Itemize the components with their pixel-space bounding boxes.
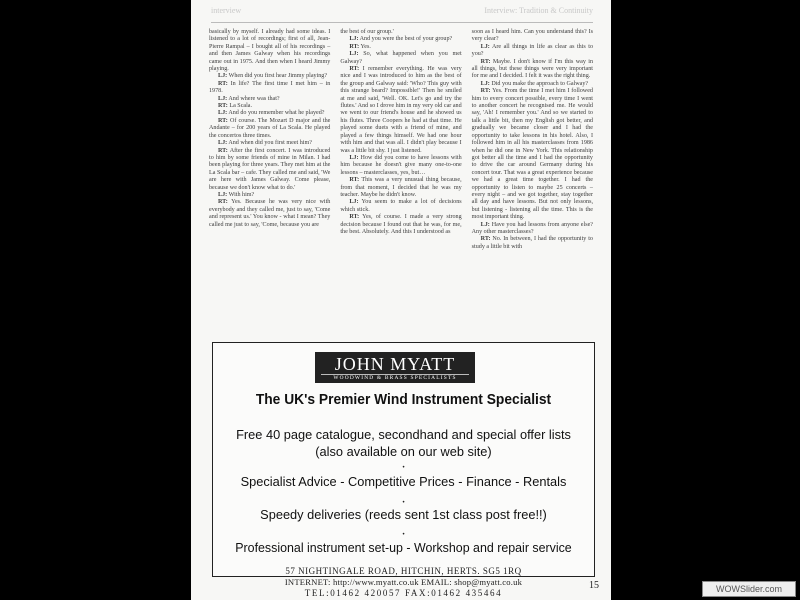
- paragraph-text: soon as I heard him. Can you understand this? Is very clear?: [471, 29, 593, 43]
- bullet-separator: •: [402, 500, 405, 506]
- speaker-label: RT:: [480, 88, 491, 95]
- paragraph-text: the best of our group.': [340, 29, 394, 35]
- article-paragraph: [340, 66, 461, 155]
- speaker-label: RT:: [218, 103, 228, 110]
- ad-line-workshop: Professional instrument set-up - Workshop and repair service: [235, 540, 572, 555]
- john-myatt-logo: [315, 352, 475, 383]
- article-paragraph: [209, 81, 330, 96]
- speaker-label: RT:: [218, 199, 228, 206]
- page-header: [211, 0, 593, 23]
- page-number: 15: [589, 580, 599, 591]
- speaker-label: LJ:: [218, 73, 228, 80]
- article-paragraph: [209, 103, 330, 110]
- logo-name: JOHN MYATT: [334, 354, 456, 374]
- article-paragraph: [340, 155, 461, 177]
- paragraph-text: And when did you first meet him?: [228, 140, 312, 147]
- ad-line-services: Specialist Advice - Competitive Prices - Finance - Rentals: [240, 474, 567, 489]
- watermark[interactable]: WOWSlider.com: [702, 581, 796, 597]
- article-paragraph: [472, 222, 593, 237]
- article-column-3: [472, 29, 593, 330]
- paragraph-text: Yes.: [360, 43, 371, 50]
- header-left: interview: [211, 6, 242, 15]
- article-paragraph: [340, 214, 461, 236]
- article-paragraph: [209, 118, 330, 140]
- speaker-label: LJ:: [218, 191, 228, 198]
- speaker-label: RT:: [480, 58, 491, 65]
- speaker-label: RT:: [218, 80, 228, 87]
- paragraph-text: How did you come to have lessons with him because he doesn't give many one-to-one lessons – masterclasses, yes, but…: [340, 154, 462, 176]
- speaker-label: RT:: [349, 177, 360, 184]
- article-paragraph: [209, 192, 330, 199]
- ad-address: 57 NIGHTINGALE ROAD, HITCHIN, HERTS. SG5 1RQ: [285, 566, 522, 576]
- paragraph-text: Yes. Because he was very nice with everybody and they called me, just to say, 'Come and represent us.' You know - what I mean? They called me just to say, 'Come, because you are: [209, 199, 331, 228]
- article-paragraph: [472, 44, 593, 59]
- article-paragraph: [472, 88, 593, 221]
- speaker-label: LJ:: [480, 80, 490, 87]
- paragraph-text: I remember everything. He was very nice and I was introduced to him as the best of the group and Galway said: 'Who? This guy with this strange beard? Impossible!' Then he smiled at me and said, 'Well. OK. Let's go and try the flutes.' And so I drove him in my very old car and we went to our friend's house and he showed us his flutes. Three Coopers he had at that time. He played some duets with a friend of mine, and played a few things himself. We had one hour with him and that was all. I didn't play because I was a little bit shy. I just listened.: [340, 66, 462, 154]
- paragraph-text: And where was that?: [228, 95, 280, 102]
- paragraph-text: La Scala.: [229, 103, 253, 110]
- paragraph-text: And you were the best of your group?: [359, 36, 453, 43]
- article-paragraph: [209, 140, 330, 147]
- paragraph-text: And do you remember what he played?: [228, 110, 325, 117]
- speaker-label: LJ:: [349, 36, 359, 43]
- paragraph-text: In life? The first time I met him – in 1978.: [209, 80, 331, 95]
- article-paragraph: [209, 148, 330, 192]
- article-paragraph: [340, 51, 461, 66]
- speaker-label: RT:: [218, 117, 228, 124]
- speaker-label: RT:: [349, 214, 360, 221]
- article-paragraph: [340, 177, 461, 199]
- logo-subtitle: WOODWIND & BRASS SPECIALISTS: [321, 374, 469, 382]
- article-paragraph: [472, 59, 593, 81]
- header-right: Interview: Tradition & Continuity: [484, 6, 593, 15]
- article-paragraph: [472, 236, 593, 251]
- speaker-label: LJ:: [349, 51, 359, 58]
- paragraph-text: basically by myself. I already had some ideas. I listened to a lot of recordings; first of all, Jean-Pierre Rampal – I bought all of his recordings – and then James Galway when his recordings came out in 1975. And then when I heard Jimmy playing.: [209, 29, 331, 73]
- magazine-page: [191, 0, 611, 600]
- article-paragraph: [340, 44, 461, 51]
- paragraph-text: No. In between, I had the opportunity to study a little bit with: [471, 236, 593, 250]
- article-paragraph: [209, 29, 330, 73]
- paragraph-text: When did you first hear Jimmy playing?: [228, 73, 328, 80]
- bullet-separator: •: [402, 465, 405, 471]
- speaker-label: LJ:: [349, 199, 359, 206]
- speaker-label: RT:: [218, 147, 228, 154]
- article-paragraph: [209, 73, 330, 80]
- speaker-label: LJ:: [349, 154, 359, 161]
- ad-headline: The UK's Premier Wind Instrument Specialist: [255, 391, 552, 408]
- ad-internet-email: INTERNET: http://www.myatt.co.uk EMAIL: shop@myatt.co.uk: [284, 577, 523, 587]
- speaker-label: RT:: [480, 236, 491, 243]
- article-paragraph: [209, 96, 330, 103]
- article-paragraph: [340, 36, 461, 43]
- ad-line-catalogue: Free 40 page catalogue, secondhand and special offer lists: [236, 427, 571, 442]
- article-paragraph: [209, 110, 330, 117]
- speaker-label: LJ:: [218, 140, 228, 147]
- paragraph-text: Have you had lessons from anyone else? Any other masterclasses?: [471, 221, 593, 235]
- paragraph-text: Yes. From the time I met him I followed him to every concert possible, every time I went to another concert he recognised me. He would say, 'Ah! I remember you.' And so we started to talk a little bit, then my English got better, and gradually we became closer and I had the opportunity to take lessons in his hotel. Also, I followed him in all his masterclasses from 1986 when he did one in New York. This relationship got better all the time and I had the opportunity to drive the car around Germany during his concert tour. That was a great experience because we had a great time together. I had the opportunity to listen to maybe 25 concerts – every night – and we got together, stay together all day and have lessons. But not only lessons, but listening - listening all the time. This is the most important thing.: [471, 88, 593, 221]
- article-paragraph: [209, 199, 330, 229]
- paragraph-text: Yes, of course. I made a very strong decision because I found out that he was, for me, the best. Absolutely. And this I understood as: [340, 214, 462, 235]
- speaker-label: LJ:: [218, 110, 228, 117]
- paragraph-text: With him?: [228, 191, 255, 198]
- paragraph-text: After the first concert. I was introduced to him by some friends of mine in Milan. I had been playing for three years. They met him at the La Scala bar – cafe. They called me and said, 'We are here with James Galway. Come please, because we don't know what to do.': [209, 147, 331, 191]
- speaker-label: RT:: [349, 43, 360, 50]
- article-paragraph: [340, 199, 461, 214]
- paragraph-text: Did you make the approach to Galway?: [491, 80, 589, 87]
- paragraph-text: So, what happened when you met Galway?: [340, 51, 462, 65]
- article-column-1: [209, 29, 330, 330]
- article-column-2: [340, 29, 461, 330]
- article-columns: [209, 29, 593, 330]
- ad-line-deliveries: Speedy deliveries (reeds sent 1st class post free!!): [260, 507, 547, 522]
- bullet-separator: •: [402, 532, 405, 538]
- paragraph-text: Maybe. I don't know if I'm this way in all things, but these things were very important for me and I decided. I felt it was the right thing.: [471, 58, 593, 80]
- speaker-label: LJ:: [480, 43, 490, 50]
- paragraph-text: Of course. The Mozart D major and the Andante – for 200 years of La Scala. He played the concertos three times.: [209, 117, 331, 139]
- speaker-label: LJ:: [218, 95, 228, 102]
- ad-line-website: (also available on our web site): [315, 444, 492, 459]
- paragraph-text: Are all things in life as clear as this to you?: [471, 43, 593, 58]
- paragraph-text: This was a very unusual thing because, from that moment, I decided that he was my teacher. Maybe he didn't know.: [340, 177, 462, 198]
- article-paragraph: [472, 29, 593, 44]
- paragraph-text: You seem to make a lot of decisions which stick.: [340, 199, 462, 213]
- speaker-label: LJ:: [480, 221, 490, 228]
- ad-phone-fax: TEL:01462 420057 FAX:01462 435464: [304, 588, 503, 598]
- speaker-label: RT:: [349, 66, 360, 73]
